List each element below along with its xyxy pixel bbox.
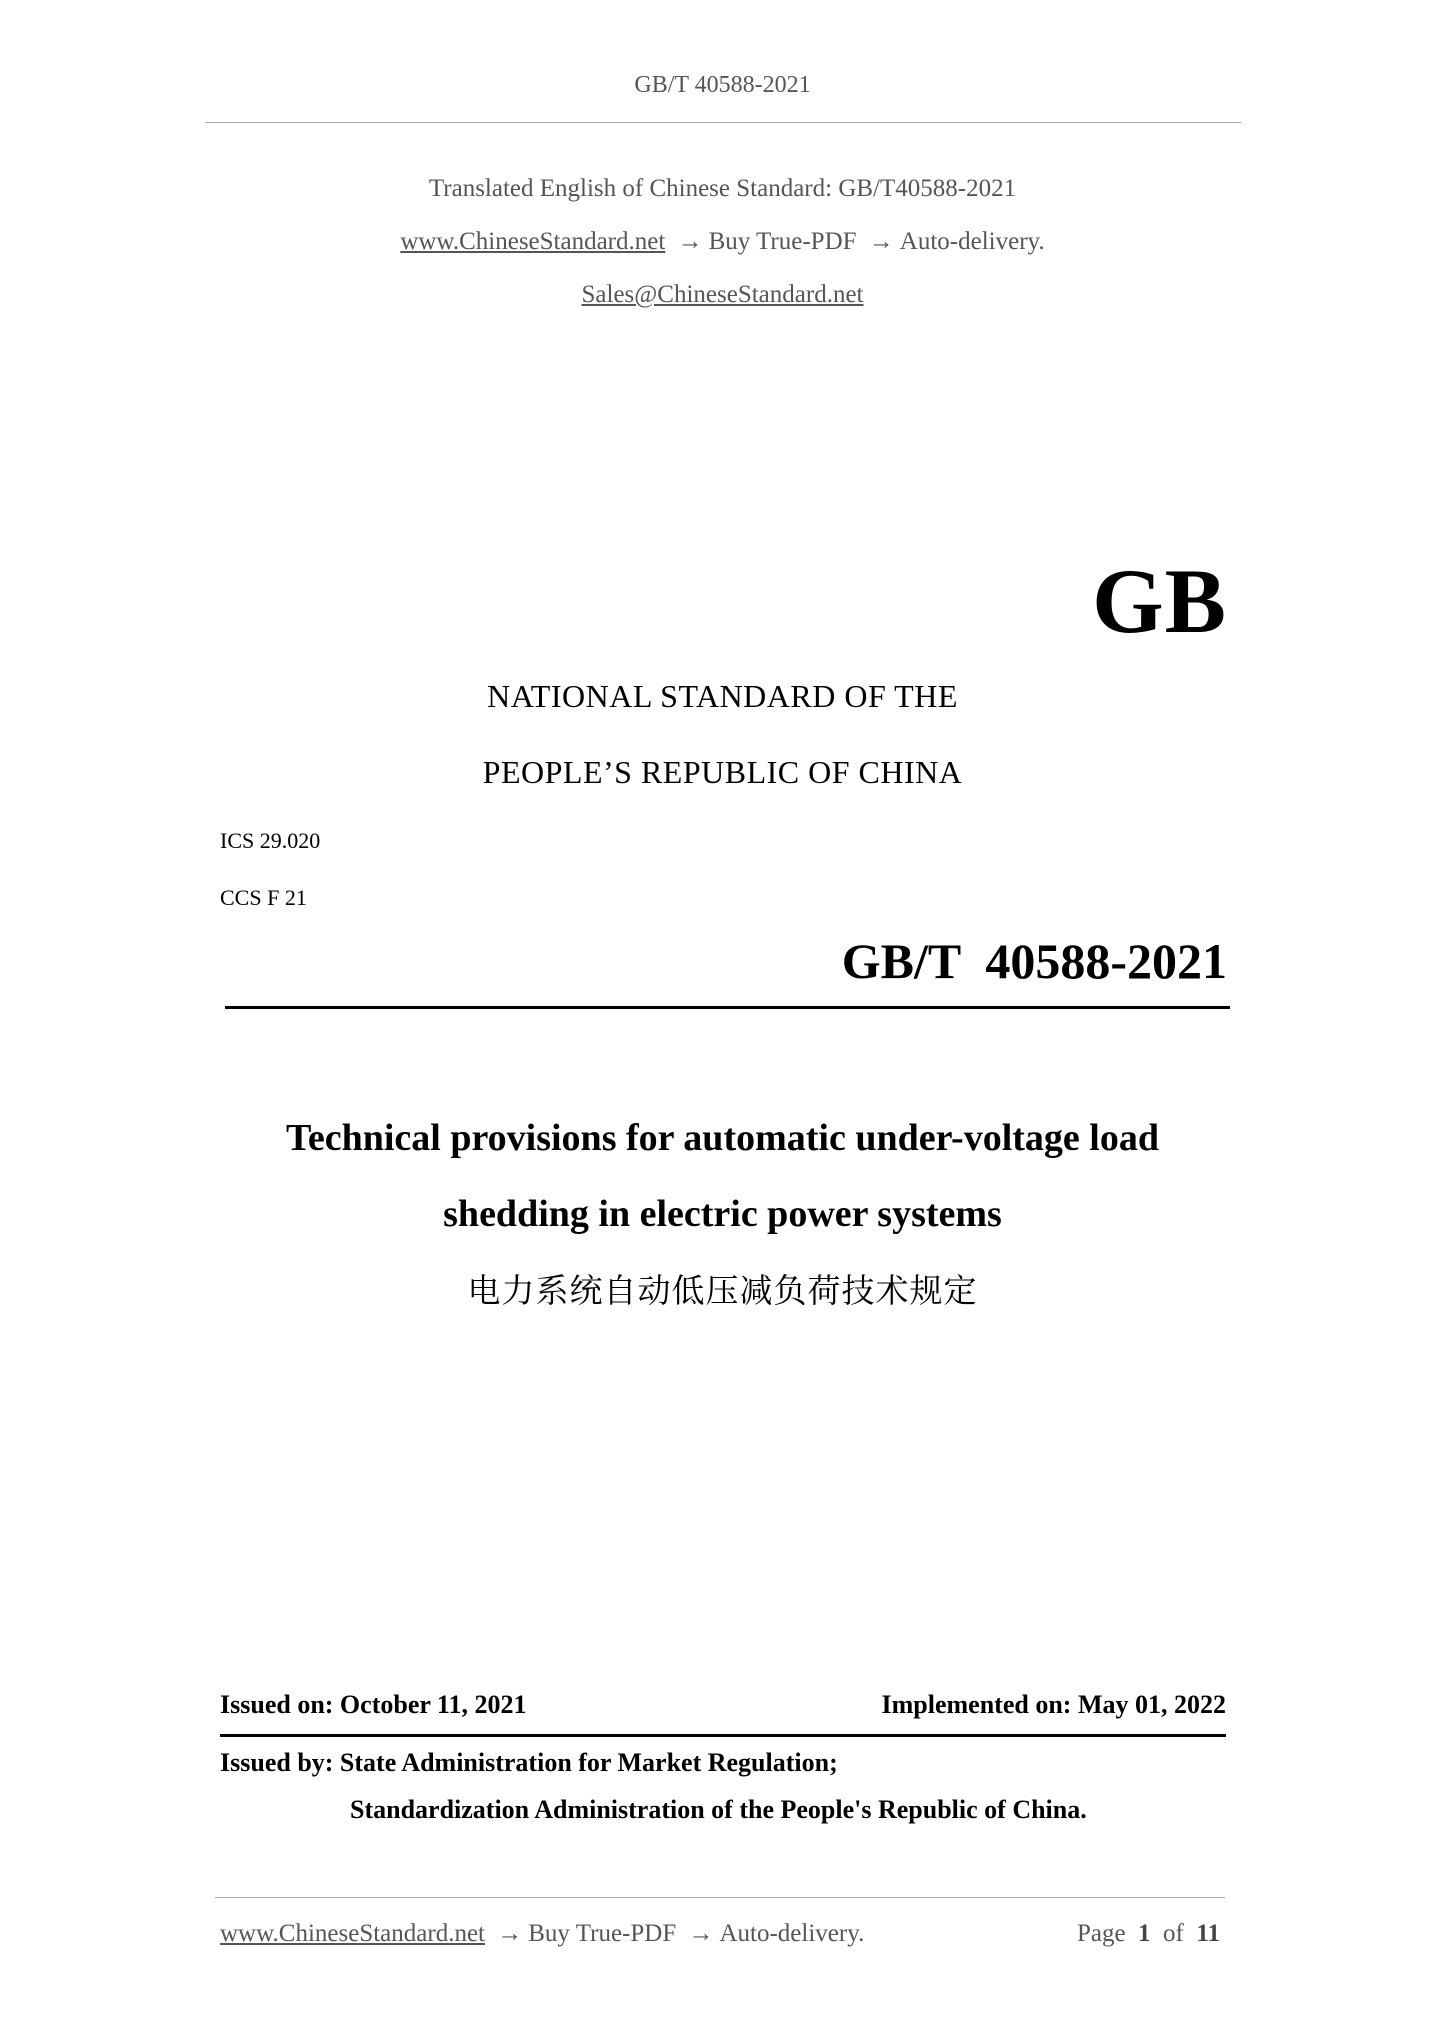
promo-purchase-line [0, 228, 1445, 256]
implemented-on-date: Implemented on: May 01, 2022 [881, 1690, 1226, 1719]
page-indicator [1077, 1920, 1220, 1948]
footer-purchase-line [220, 1920, 864, 1948]
issued-on-date: Issued on: October 11, 2021 [220, 1690, 527, 1719]
arrow-right-icon: → [677, 228, 703, 255]
page-total-number: 11 [1196, 1920, 1220, 1947]
arrow-right-icon: → [868, 228, 894, 255]
arrow-right-icon: → [497, 1920, 523, 1947]
national-standard-line-1: NATIONAL STANDARD OF THE [487, 678, 958, 714]
ics-code: ICS 29.020 [220, 828, 321, 853]
national-standard-line-2: PEOPLE’S REPUBLIC OF CHINA [482, 754, 963, 790]
promo-translation-line: Translated English of Chinese Standard: GB/T40588-2021 [428, 175, 1017, 202]
standard-number-rule [225, 1006, 1230, 1009]
promo-delivery-text: Auto-delivery. [899, 228, 1045, 255]
page-current-number: 1 [1138, 1920, 1151, 1947]
title-english-line-1: Technical provisions for automatic under-voltage load [286, 1117, 1159, 1159]
standard-number: GB/T 40588-2021 [841, 933, 1227, 989]
issued-by-line-2: Standardization Administration of the People's Republic of China. [350, 1795, 1087, 1824]
running-header: GB/T 40588-2021 [634, 72, 811, 98]
footer-delivery-text: Auto-delivery. [719, 1920, 865, 1947]
title-chinese: 电力系统自动低压减负荷技术规定 [467, 1271, 978, 1310]
promo-email-line [0, 281, 1445, 309]
footer-buy-text: Buy True-PDF [528, 1920, 677, 1947]
ccs-code: CCS F 21 [220, 885, 307, 910]
arrow-right-icon: → [688, 1920, 714, 1947]
promo-buy-text: Buy True-PDF [708, 228, 857, 255]
promo-email-link[interactable]: Sales@ChineseStandard.net [581, 281, 864, 308]
title-english-line-2: shedding in electric power systems [443, 1193, 1002, 1235]
issue-dates-rule [220, 1734, 1226, 1737]
page-label: Page [1076, 1920, 1126, 1947]
promo-site-link[interactable]: www.ChineseStandard.net [400, 228, 666, 255]
footer-divider [215, 1897, 1225, 1898]
gb-logo-mark: GB [1092, 550, 1227, 652]
page-of-label: of [1163, 1920, 1184, 1947]
footer-site-link[interactable]: www.ChineseStandard.net [220, 1920, 485, 1947]
issued-by-line-1: Issued by: State Administration for Market Regulation; [220, 1748, 838, 1777]
issue-dates-row [220, 1690, 1226, 1720]
header-divider [205, 122, 1241, 123]
